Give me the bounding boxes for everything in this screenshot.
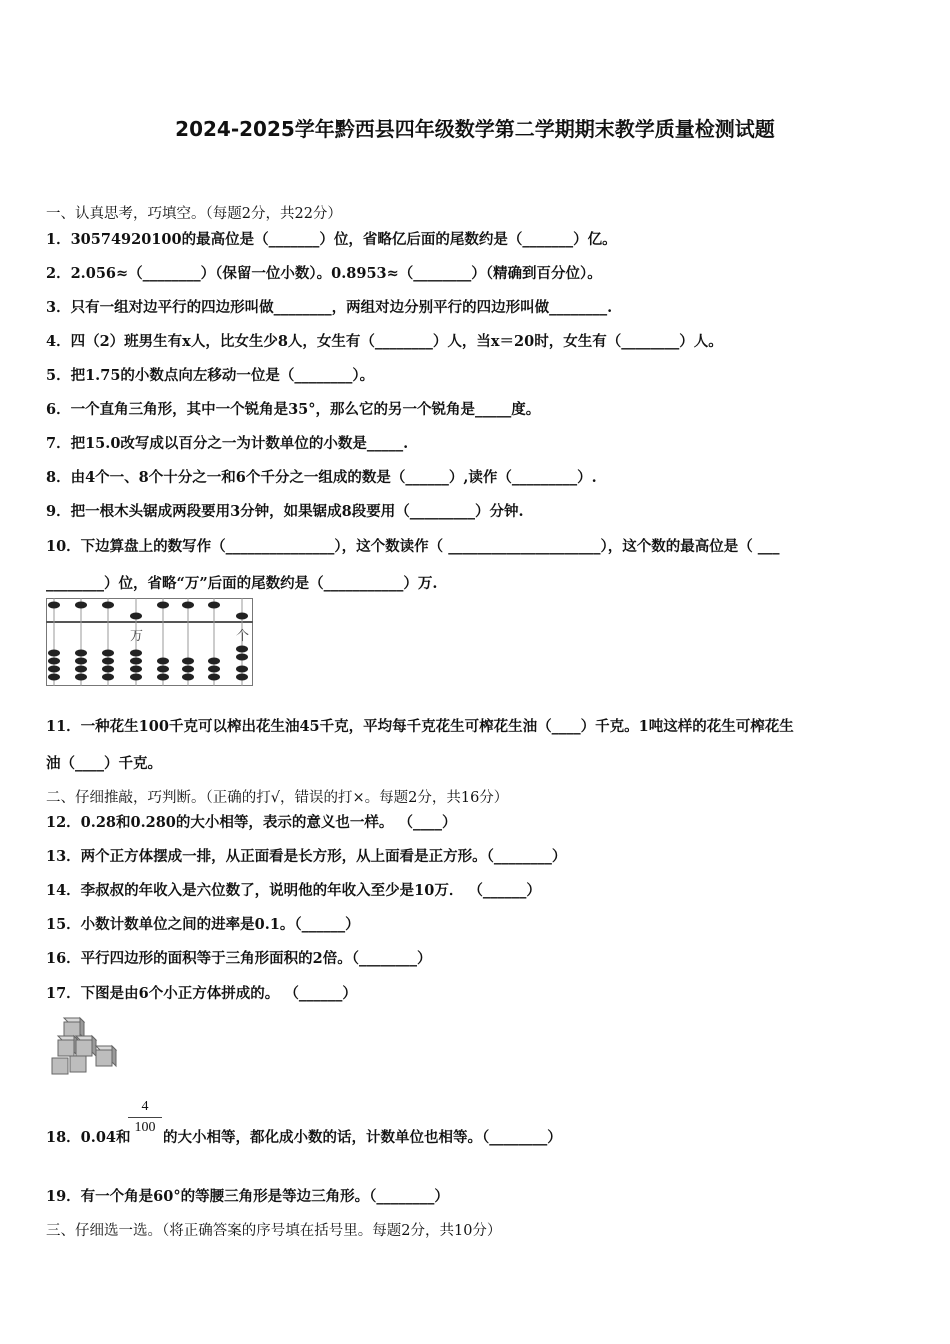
question-8: 8．由4个一、8个十分之一和6个千分之一组成的数是（______）,读作（_________）.: [46, 469, 597, 486]
question-10-line-1: 10．下边算盘上的数写作（_______________），这个数读作（ _____________________），这个数的最高位是（ ___: [46, 538, 780, 555]
fraction-4-over-100: [128, 1099, 162, 1136]
question-5: 5．把1.75的小数点向左移动一位是（________）。: [46, 367, 375, 384]
question-19: 19．有一个角是60°的等腰三角形是等边三角形。（________）: [46, 1188, 449, 1205]
question-13: 13．两个正方体摆成一排，从正面看是长方形，从上面看是正方形。（________）: [46, 848, 567, 865]
question-16: 16．平行四边形的面积等于三角形面积的2倍。（________）: [46, 950, 432, 967]
section-2-heading: 二、仔细推敲，巧判断。（正确的打√，错误的打×。每题2分，共16分）: [46, 790, 509, 806]
question-6: 6．一个直角三角形，其中一个锐角是35°，那么它的另一个锐角是_____度。: [46, 401, 541, 418]
abacus-figure: [46, 598, 256, 690]
question-18-prefix: 18．0.04和: [46, 1129, 131, 1146]
page-title: 2024-2025学年黔西县四年级数学第二学期期末教学质量检测试题: [175, 117, 775, 141]
question-18-suffix: 的大小相等，都化成小数的话，计数单位也相等。（________）: [163, 1129, 562, 1146]
question-10-line-2: ________）位，省略“万”后面的尾数约是（___________）万.: [46, 575, 438, 592]
question-15: 15．小数计数单位之间的进率是0.1。（______）: [46, 916, 360, 933]
question-17: 17．下图是由6个小正方体拼成的。 （______）: [46, 985, 357, 1002]
fraction-numerator: 4: [128, 1099, 162, 1118]
abacus-label-wan: 万: [130, 629, 144, 644]
question-2: 2．2.056≈（________）（保留一位小数）。0.8953≈（________）（精确到百分位）。: [46, 265, 602, 282]
abacus-label-ge: 个: [236, 629, 250, 644]
question-4: 4．四（2）班男生有x人，比女生少8人，女生有（________）人，当x＝20时，女生有（________）人。: [46, 333, 723, 350]
section-3-heading: 三、仔细选一选。（将正确答案的序号填在括号里。每题2分，共10分）: [46, 1223, 502, 1239]
question-12: 12．0.28和0.280的大小相等，表示的意义也一样。 （____）: [46, 814, 457, 831]
question-7: 7．把15.0改写成以百分之一为计数单位的小数是_____.: [46, 435, 409, 452]
fraction-denominator: 100: [134, 1120, 156, 1135]
section-1-heading: 一、认真思考，巧填空。（每题2分，共22分）: [46, 206, 342, 222]
question-3: 3．只有一组对边平行的四边形叫做________，两组对边分别平行的四边形叫做________.: [46, 299, 613, 316]
question-9: 9．把一根木头锯成两段要用3分钟，如果锯成8段要用（_________）分钟.: [46, 503, 524, 520]
cubes-figure: [50, 1016, 122, 1080]
question-1: 1．30574920100的最高位是（_______）位，省略亿后面的尾数约是（_______）亿。: [46, 231, 617, 248]
question-11-line-1: 11．一种花生100千克可以榨出花生油45千克，平均每千克花生可榨花生油（____）千克。1吨这样的花生可榨花生: [46, 718, 794, 735]
question-14: 14．李叔叔的年收入是六位数了，说明他的年收入至少是10万． （______）: [46, 882, 541, 899]
question-11-line-2: 油（____）千克。: [46, 755, 162, 772]
